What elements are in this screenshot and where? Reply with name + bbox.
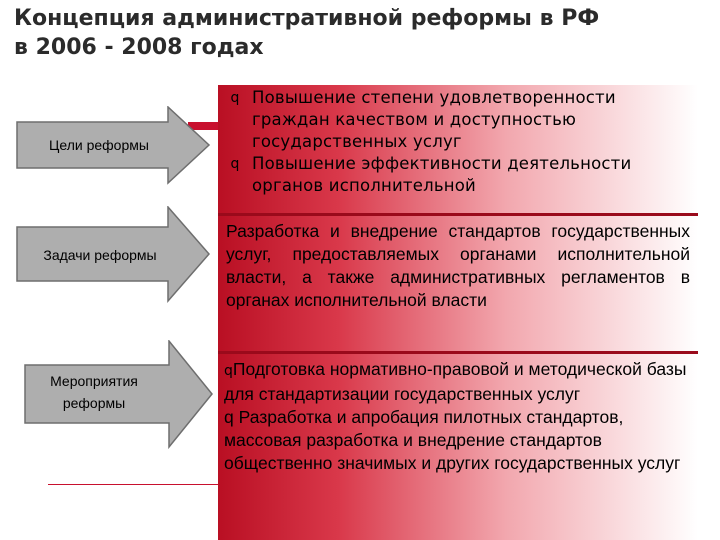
tasks-text: Разработка и внедрение стандартов государственных услуг, предоставляемых органами исполнительной власти, а также административных регламентов в органах исполнительной власти	[226, 221, 690, 310]
goals-box	[218, 85, 698, 213]
tasks-arrow-label: Задачи реформы	[43, 247, 157, 263]
measures-item-1: Подготовка нормативно-правовой и методической базы для стандартизации государственных услуг	[224, 359, 687, 404]
goals-arrow	[16, 106, 216, 186]
measures-arrow-label-line1: Мероприятия	[50, 373, 138, 389]
measures-box	[218, 354, 698, 540]
measures-text	[218, 354, 698, 475]
measures-item-2-prefix: q	[224, 407, 239, 427]
goals-item-text: Повышение степени удовлетворенности граждан качеством и доступностью государственных услуг	[252, 88, 616, 151]
measures-item-2: Разработка и апробация пилотных стандартов, массовая разработка и внедрение стандартов общественно значимых и других государственных услуг	[224, 407, 681, 473]
checkbox-bullet-icon: q	[230, 156, 240, 172]
checkbox-bullet-icon: q	[230, 90, 240, 106]
measures-arrow	[24, 340, 224, 450]
measures-arrow-label	[24, 370, 164, 414]
divider-line	[48, 484, 218, 485]
title-line-1: Концепция административной реформы в РФ	[14, 6, 600, 31]
goals-item	[218, 85, 698, 153]
slide-title	[14, 4, 714, 62]
goals-arrow-label: Цели реформы	[49, 137, 149, 153]
checkbox-bullet-icon: q	[224, 363, 233, 379]
title-line-2: в 2006 - 2008 годах	[14, 35, 264, 60]
tasks-arrow	[16, 206, 216, 304]
goals-item-text: Повышение эффективности деятельности органов исполнительной	[252, 154, 632, 195]
tasks-box	[218, 216, 698, 351]
measures-arrow-label-line2: реформы	[62, 395, 126, 411]
goals-item	[218, 153, 698, 197]
